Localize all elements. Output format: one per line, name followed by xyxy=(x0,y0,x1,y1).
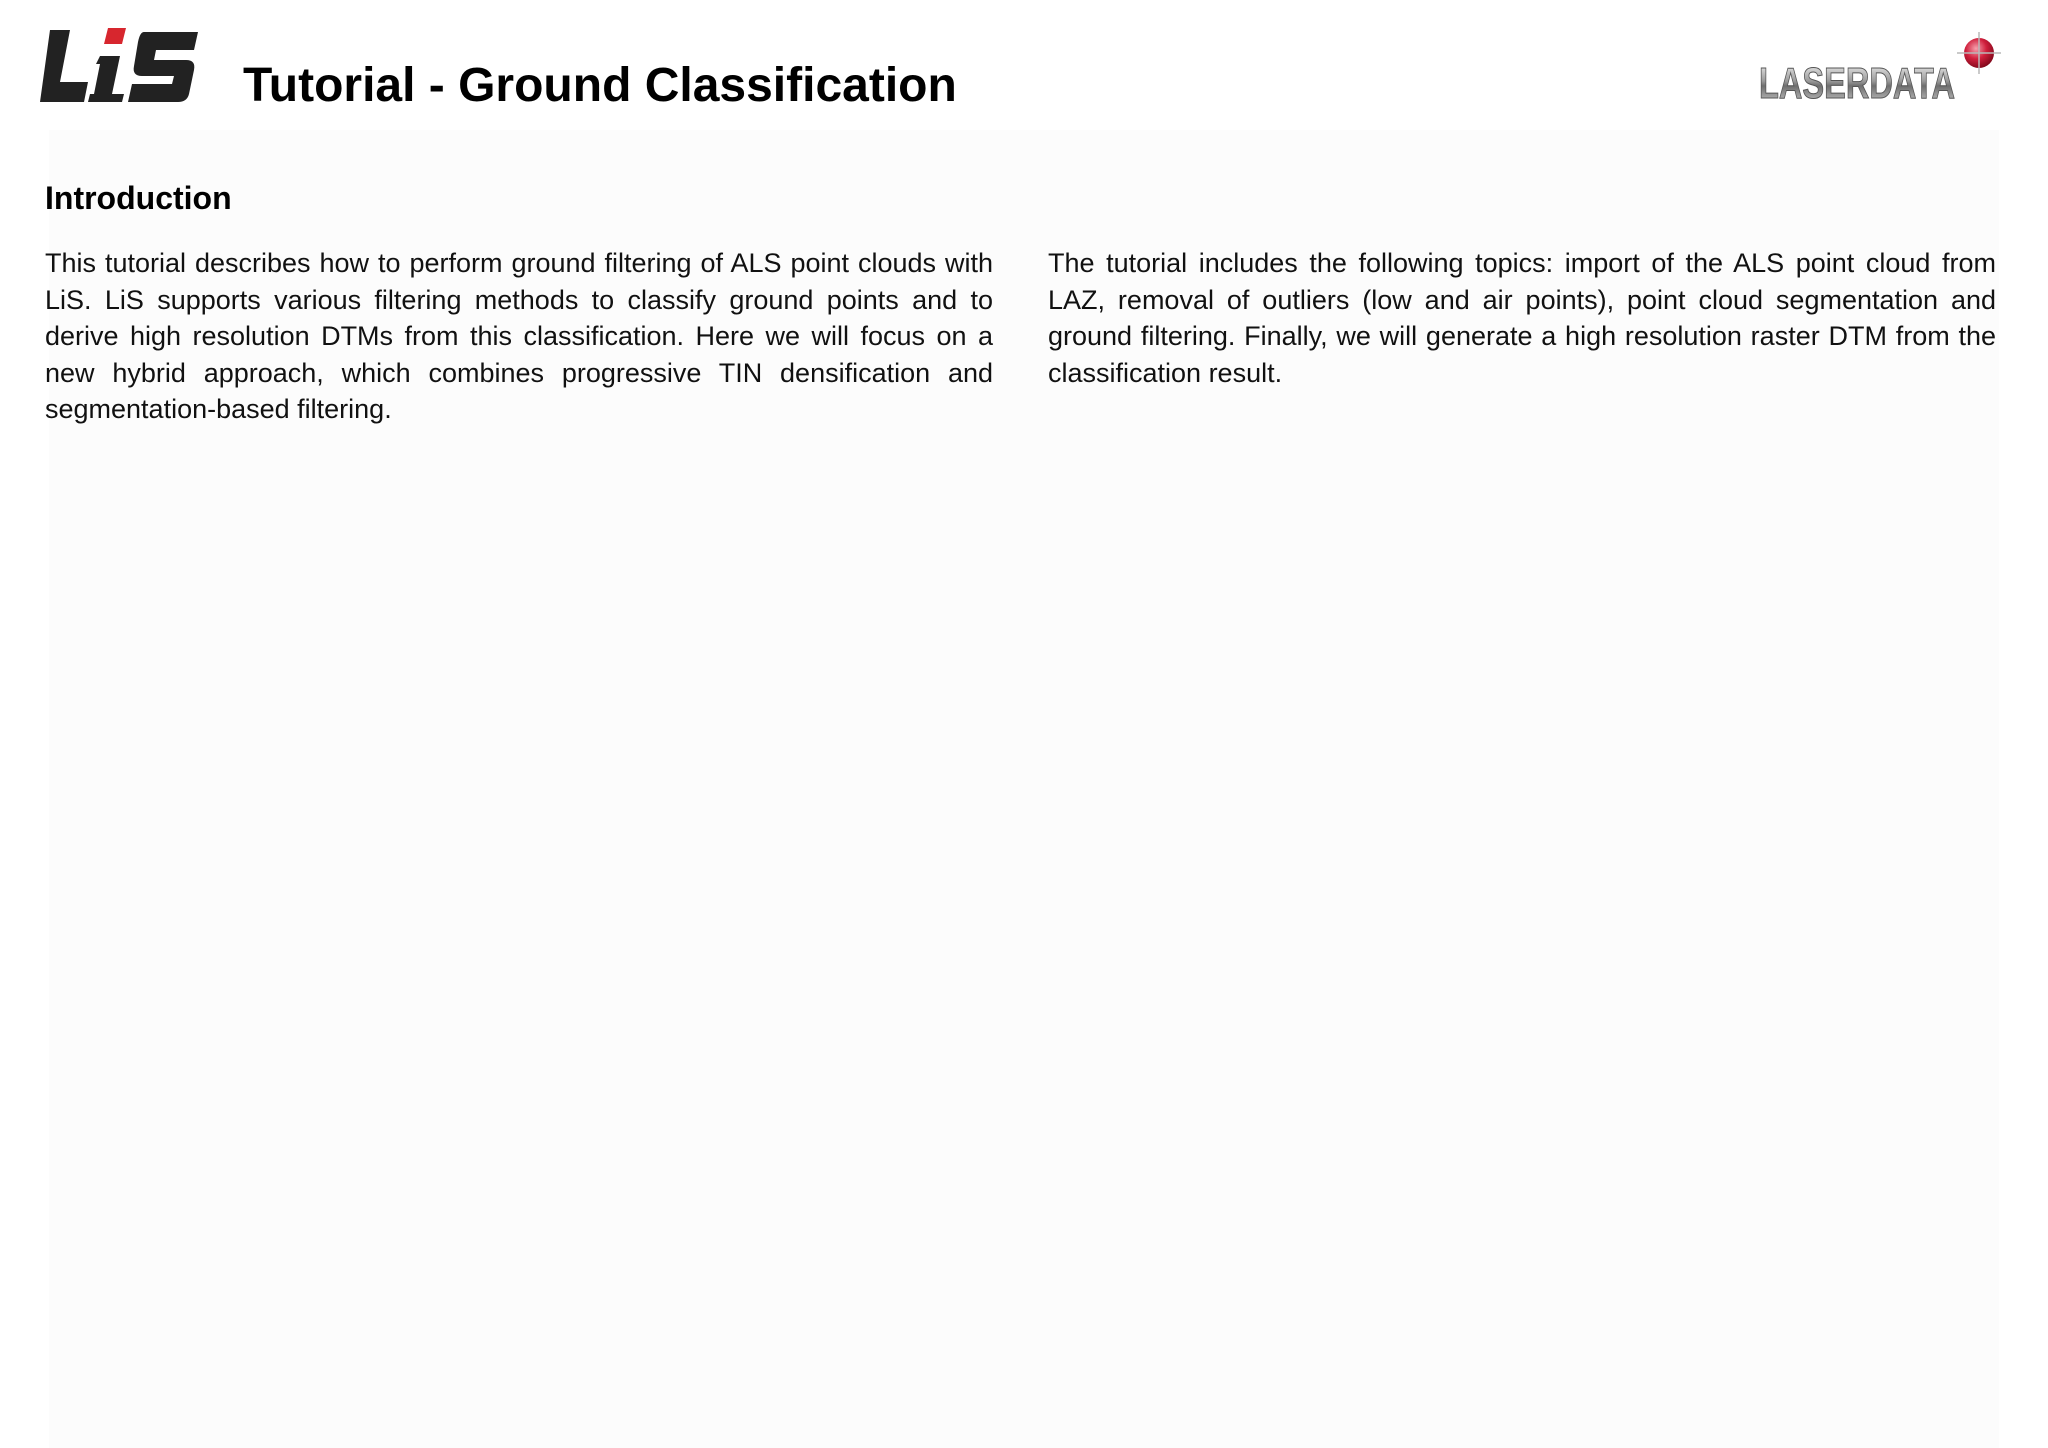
document-title: Tutorial - Ground Classification xyxy=(243,59,957,112)
document-header xyxy=(0,0,2048,130)
lis-logo xyxy=(40,22,200,110)
section-heading-introduction: Introduction xyxy=(45,180,232,216)
intro-paragraph-right: The tutorial includes the following topics: import of the ALS point cloud from LAZ, removal of outliers (low and air points), point cloud segmentation and ground filtering. Finally, we will generate a high resolution raster DTM from the classification result. xyxy=(1048,248,1996,388)
laserdata-logo-text: LASERDATA xyxy=(1759,59,1955,106)
intro-paragraph-left: This tutorial describes how to perform ground filtering of ALS point clouds with LiS. LiS supports various filtering methods to classify ground points and to derive high resolution DTMs from this classification. Here we will focus on a new hybrid approach, which combines progressive TIN densification and segmentation-based filtering. xyxy=(45,248,993,425)
lis-logo-text: LiS xyxy=(40,22,42,23)
laserdata-logo xyxy=(1755,30,2003,106)
